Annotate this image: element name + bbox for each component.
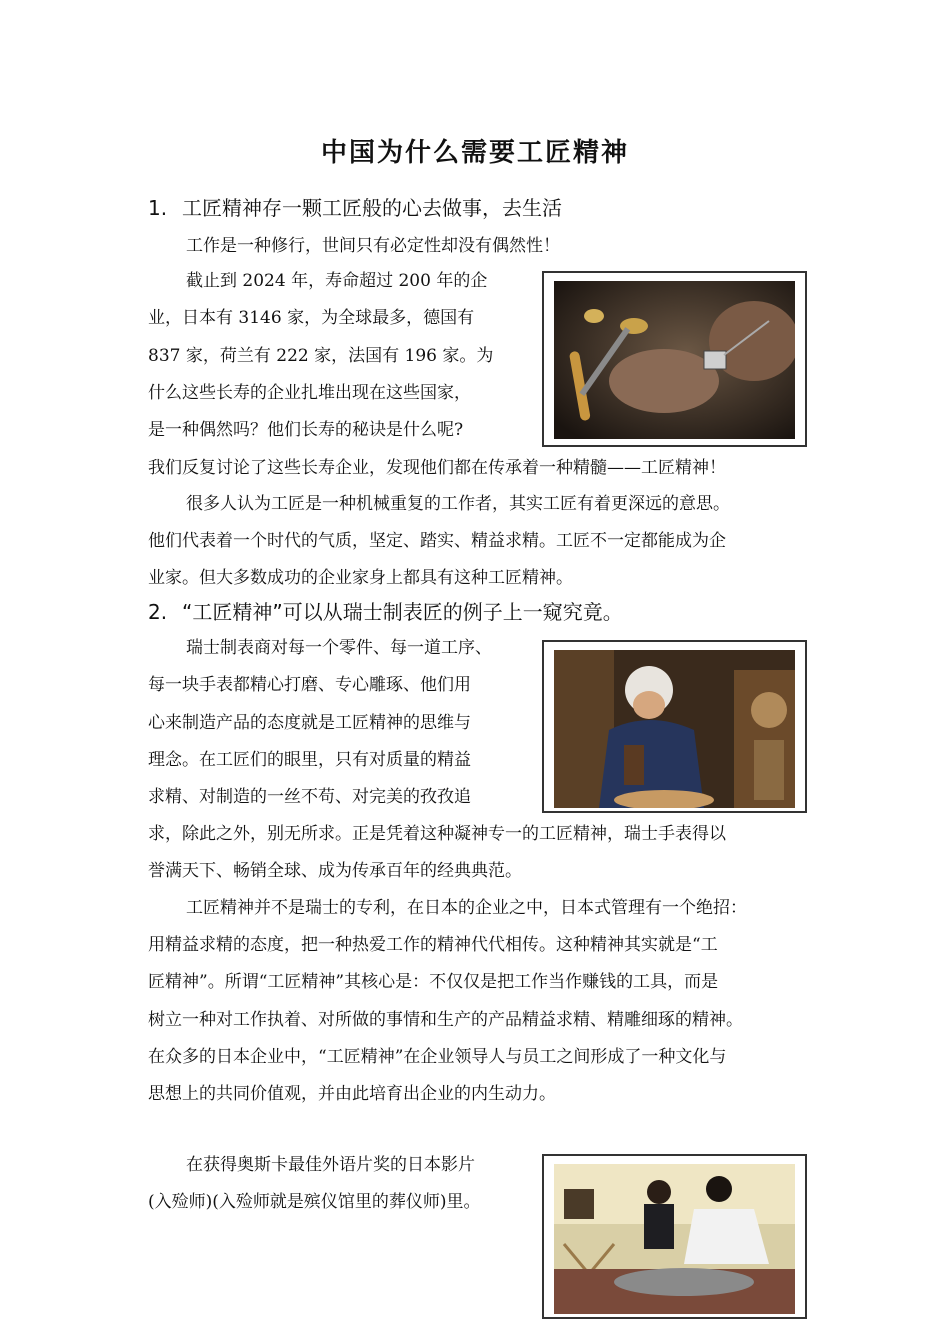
paragraph-line: 瑞士制表商对每一个零件、每一道工序、	[186, 638, 492, 658]
film-scene-photo	[542, 1154, 807, 1319]
paragraph-line: 理念。在工匠们的眼里，只有对质量的精益	[148, 750, 471, 770]
paragraph-line: 思想上的共同价值观，并由此培育出企业的内生动力。	[148, 1084, 556, 1104]
paragraph-line: 匠精神”。所谓“工匠精神”其核心是：不仅仅是把工作当作赚钱的工具，而是	[148, 972, 719, 992]
paragraph-line: 截止到 2024 年，寿命超过 200 年的企	[186, 271, 488, 291]
paragraph-line: 很多人认为工匠是一种机械重复的工作者，其实工匠有着更深远的意思。	[186, 494, 730, 514]
paragraph-line: 什么这些长寿的企业扎堆出现在这些国家，	[148, 383, 471, 403]
paragraph-line: 业家。但大多数成功的企业家身上都具有这种工匠精神。	[148, 568, 573, 588]
film-still-image	[554, 1164, 795, 1314]
paragraph-line: 求，除此之外，别无所求。正是凭着这种凝神专一的工匠精神，瑞士手表得以	[148, 824, 726, 844]
paragraph-line: 心来制造产品的态度就是工匠精神的思维与	[148, 713, 471, 733]
page-title: 中国为什么需要工匠精神	[320, 138, 629, 168]
paragraph-line: 他们代表着一个时代的气质，坚定、踏实、精益求精。工匠不一定都能成为企	[148, 531, 726, 551]
carving-hands-image	[554, 281, 795, 439]
paragraph-line: 求精、对制造的一丝不苟、对完美的孜孜追	[148, 787, 471, 807]
craftsman-tools-photo	[542, 271, 807, 447]
elderly-craftsman-image	[554, 650, 795, 808]
paragraph-line: 业，日本有 3146 家，为全球最多，德国有	[148, 308, 475, 328]
section-2-heading	[148, 596, 623, 625]
paragraph-line: 在获得奥斯卡最佳外语片奖的日本影片	[186, 1155, 475, 1175]
paragraph-line: 837 家，荷兰有 222 家，法国有 196 家。为	[148, 346, 494, 366]
paragraph-line: 誉满天下、畅销全球、成为传承百年的经典典范。	[148, 861, 522, 881]
paragraph-line: 工作是一种修行，世间只有必定性却没有偶然性！	[186, 236, 560, 256]
paragraph-line: 用精益求精的态度，把一种热爱工作的精神代代相传。这种精神其实就是“工	[148, 935, 718, 955]
section-1-heading-text: 工匠精神存一颗工匠般的心去做事，去生活	[182, 196, 562, 220]
paragraph-line: 我们反复讨论了这些长寿企业，发现他们都在传承着一种精髓——工匠精神！	[148, 458, 726, 478]
paragraph-line: 树立一种对工作执着、对所做的事情和生产的产品精益求精、精雕细琢的精神。	[148, 1010, 743, 1030]
paragraph-line: 工匠精神并不是瑞士的专利，在日本的企业之中，日本式管理有一个绝招：	[186, 898, 747, 918]
paragraph-line: 每一块手表都精心打磨、专心雕琢、他们用	[148, 675, 471, 695]
section-2-heading-text: “工匠精神”可以从瑞士制表匠的例子上一窥究竟。	[182, 600, 623, 624]
craftsman-workshop-photo	[542, 640, 807, 813]
paragraph-line: (入殓师)(入殓师就是殡仪馆里的葬仪师)里。	[148, 1192, 481, 1212]
section-1-heading	[148, 192, 562, 221]
section-1-number: 1.	[148, 196, 168, 220]
paragraph-line: 是一种偶然吗？他们长寿的秘诀是什么呢?	[148, 420, 464, 440]
section-2-number: 2.	[148, 600, 168, 624]
paragraph-line: 在众多的日本企业中，“工匠精神”在企业领导人与员工之间形成了一种文化与	[148, 1047, 727, 1067]
